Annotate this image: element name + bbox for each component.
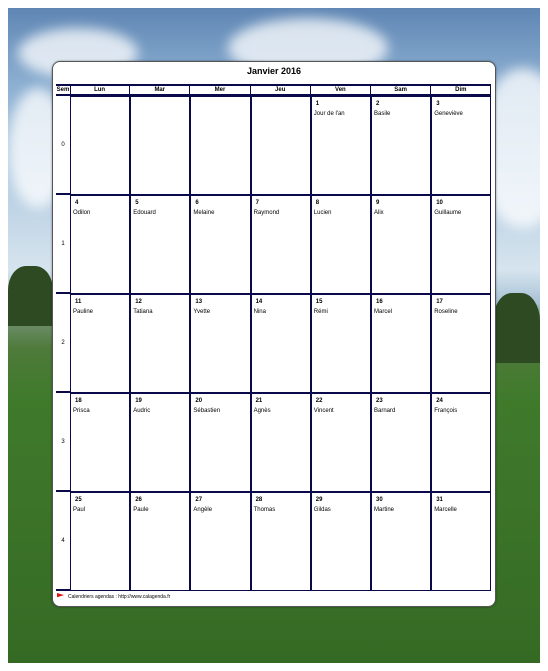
calendar-grid (56, 84, 491, 590)
day-number: 20 (195, 398, 203, 404)
week-number: 3 (61, 439, 65, 445)
saint-name: Paul (73, 507, 86, 513)
day-number: 25 (75, 497, 82, 503)
saint-name: Lucien (313, 210, 332, 216)
week-number: 4 (61, 538, 65, 544)
day-cell[interactable] (70, 393, 130, 492)
day-number: 29 (315, 497, 323, 503)
saint-name: Jour de l'an (313, 111, 345, 117)
day-number: 23 (376, 398, 383, 404)
header-day-6: Dim (431, 86, 491, 96)
saint-name: Alix (374, 210, 384, 216)
day-cell[interactable] (190, 492, 250, 591)
week-number: 0 (61, 142, 65, 148)
day-number: 5 (135, 200, 139, 206)
day-cell[interactable] (251, 393, 311, 492)
day-number: 9 (376, 200, 380, 206)
day-number: 12 (135, 299, 142, 305)
day-number: 31 (436, 497, 443, 503)
day-cell[interactable] (251, 492, 311, 591)
day-number: 2 (376, 101, 380, 107)
day-cell[interactable] (311, 96, 371, 195)
day-cell[interactable] (70, 492, 130, 591)
day-cell[interactable] (311, 492, 371, 591)
day-number: 11 (75, 299, 82, 305)
week-number: 1 (61, 241, 65, 247)
saint-name: Paule (133, 507, 149, 513)
day-cell[interactable] (371, 96, 431, 195)
day-cell[interactable] (311, 195, 371, 294)
saint-name: Vincent (313, 408, 334, 414)
footer-text[interactable]: Calendriers agendas : http://www.calagenda.fr (68, 593, 171, 600)
day-cell[interactable] (130, 393, 190, 492)
day-number: 30 (376, 497, 383, 503)
day-number: 18 (75, 398, 82, 404)
day-cell[interactable] (190, 195, 250, 294)
saint-name: Gildas (313, 507, 331, 513)
calagenda-logo-icon (57, 593, 64, 600)
saint-name: Martine (374, 507, 395, 513)
day-number: 13 (195, 299, 203, 305)
saint-name: Yvette (193, 309, 211, 315)
footer-credit (57, 593, 170, 600)
day-number: 10 (436, 200, 443, 206)
header-day-2: Mer (190, 86, 250, 96)
day-cell[interactable] (371, 294, 431, 393)
day-number: 1 (315, 101, 320, 107)
saint-name: Thomas (253, 507, 276, 513)
day-cell[interactable] (371, 492, 431, 591)
day-cell[interactable] (190, 393, 250, 492)
day-cell[interactable] (431, 294, 491, 393)
day-number: 28 (255, 497, 263, 503)
day-number: 22 (315, 398, 323, 404)
saint-name: Prisca (73, 408, 90, 414)
day-cell[interactable] (251, 96, 311, 195)
day-number: 6 (195, 200, 199, 206)
saint-name: Pauline (73, 309, 94, 315)
day-number: 21 (255, 398, 263, 404)
header-day-0: Lun (70, 86, 130, 96)
day-cell[interactable] (431, 195, 491, 294)
saint-name: Agnès (253, 408, 271, 414)
day-cell[interactable] (190, 96, 250, 195)
saint-name: Angèle (193, 507, 213, 513)
calendar-card (52, 61, 496, 607)
day-number: 8 (315, 200, 320, 206)
day-cell[interactable] (130, 294, 190, 393)
day-cell[interactable] (311, 393, 371, 492)
day-number: 19 (135, 398, 142, 404)
saint-name: Geneviève (434, 111, 463, 117)
saint-name: Melaine (193, 210, 215, 216)
header-week-col: Sem (56, 86, 71, 96)
week-number-cell (56, 96, 71, 195)
day-cell[interactable] (130, 492, 190, 591)
day-cell[interactable] (371, 195, 431, 294)
day-number: 4 (75, 200, 79, 206)
day-number: 24 (436, 398, 443, 404)
week-number-cell (56, 393, 71, 492)
saint-name: Basile (374, 111, 391, 117)
day-cell[interactable] (70, 195, 130, 294)
week-number-cell (56, 195, 71, 294)
day-number: 26 (135, 497, 142, 503)
day-number: 14 (255, 299, 263, 305)
day-cell[interactable] (70, 96, 130, 195)
saint-name: Nina (253, 309, 266, 315)
week-number-cell (56, 294, 71, 393)
day-cell[interactable] (70, 294, 130, 393)
header-day-1: Mar (130, 86, 190, 96)
saint-name: Marcel (374, 309, 393, 315)
day-cell[interactable] (251, 195, 311, 294)
saint-name: Edouard (133, 210, 156, 216)
day-cell[interactable] (251, 294, 311, 393)
week-number-cell (56, 492, 71, 591)
day-cell[interactable] (431, 393, 491, 492)
day-cell[interactable] (190, 294, 250, 393)
saint-name: Sébastien (193, 408, 221, 414)
saint-name: Raymond (253, 210, 280, 216)
saint-name: Audric (133, 408, 151, 414)
week-number: 2 (61, 340, 65, 346)
day-number: 27 (195, 497, 203, 503)
saint-name: Odilon (73, 210, 91, 216)
day-cell[interactable] (431, 96, 491, 195)
day-cell[interactable] (130, 96, 190, 195)
day-number: 16 (376, 299, 383, 305)
calendar-title: Janvier 2016 (246, 66, 302, 76)
day-number: 15 (315, 299, 323, 305)
header-day-3: Jeu (251, 86, 311, 96)
day-number: 17 (436, 299, 443, 305)
day-cell[interactable] (130, 195, 190, 294)
header-day-4: Ven (311, 86, 371, 96)
saint-name: Rémi (313, 309, 328, 315)
day-cell[interactable] (311, 294, 371, 393)
saint-name: Guillaume (434, 210, 462, 216)
day-number: 7 (255, 200, 259, 206)
saint-name: Marcelle (434, 507, 457, 513)
day-cell[interactable] (371, 393, 431, 492)
saint-name: Barnard (374, 408, 396, 414)
day-number: 3 (436, 101, 440, 107)
saint-name: François (434, 408, 458, 414)
header-day-5: Sam (371, 86, 431, 96)
saint-name: Roseline (434, 309, 458, 315)
day-cell[interactable] (431, 492, 491, 591)
saint-name: Tatiana (133, 309, 153, 315)
